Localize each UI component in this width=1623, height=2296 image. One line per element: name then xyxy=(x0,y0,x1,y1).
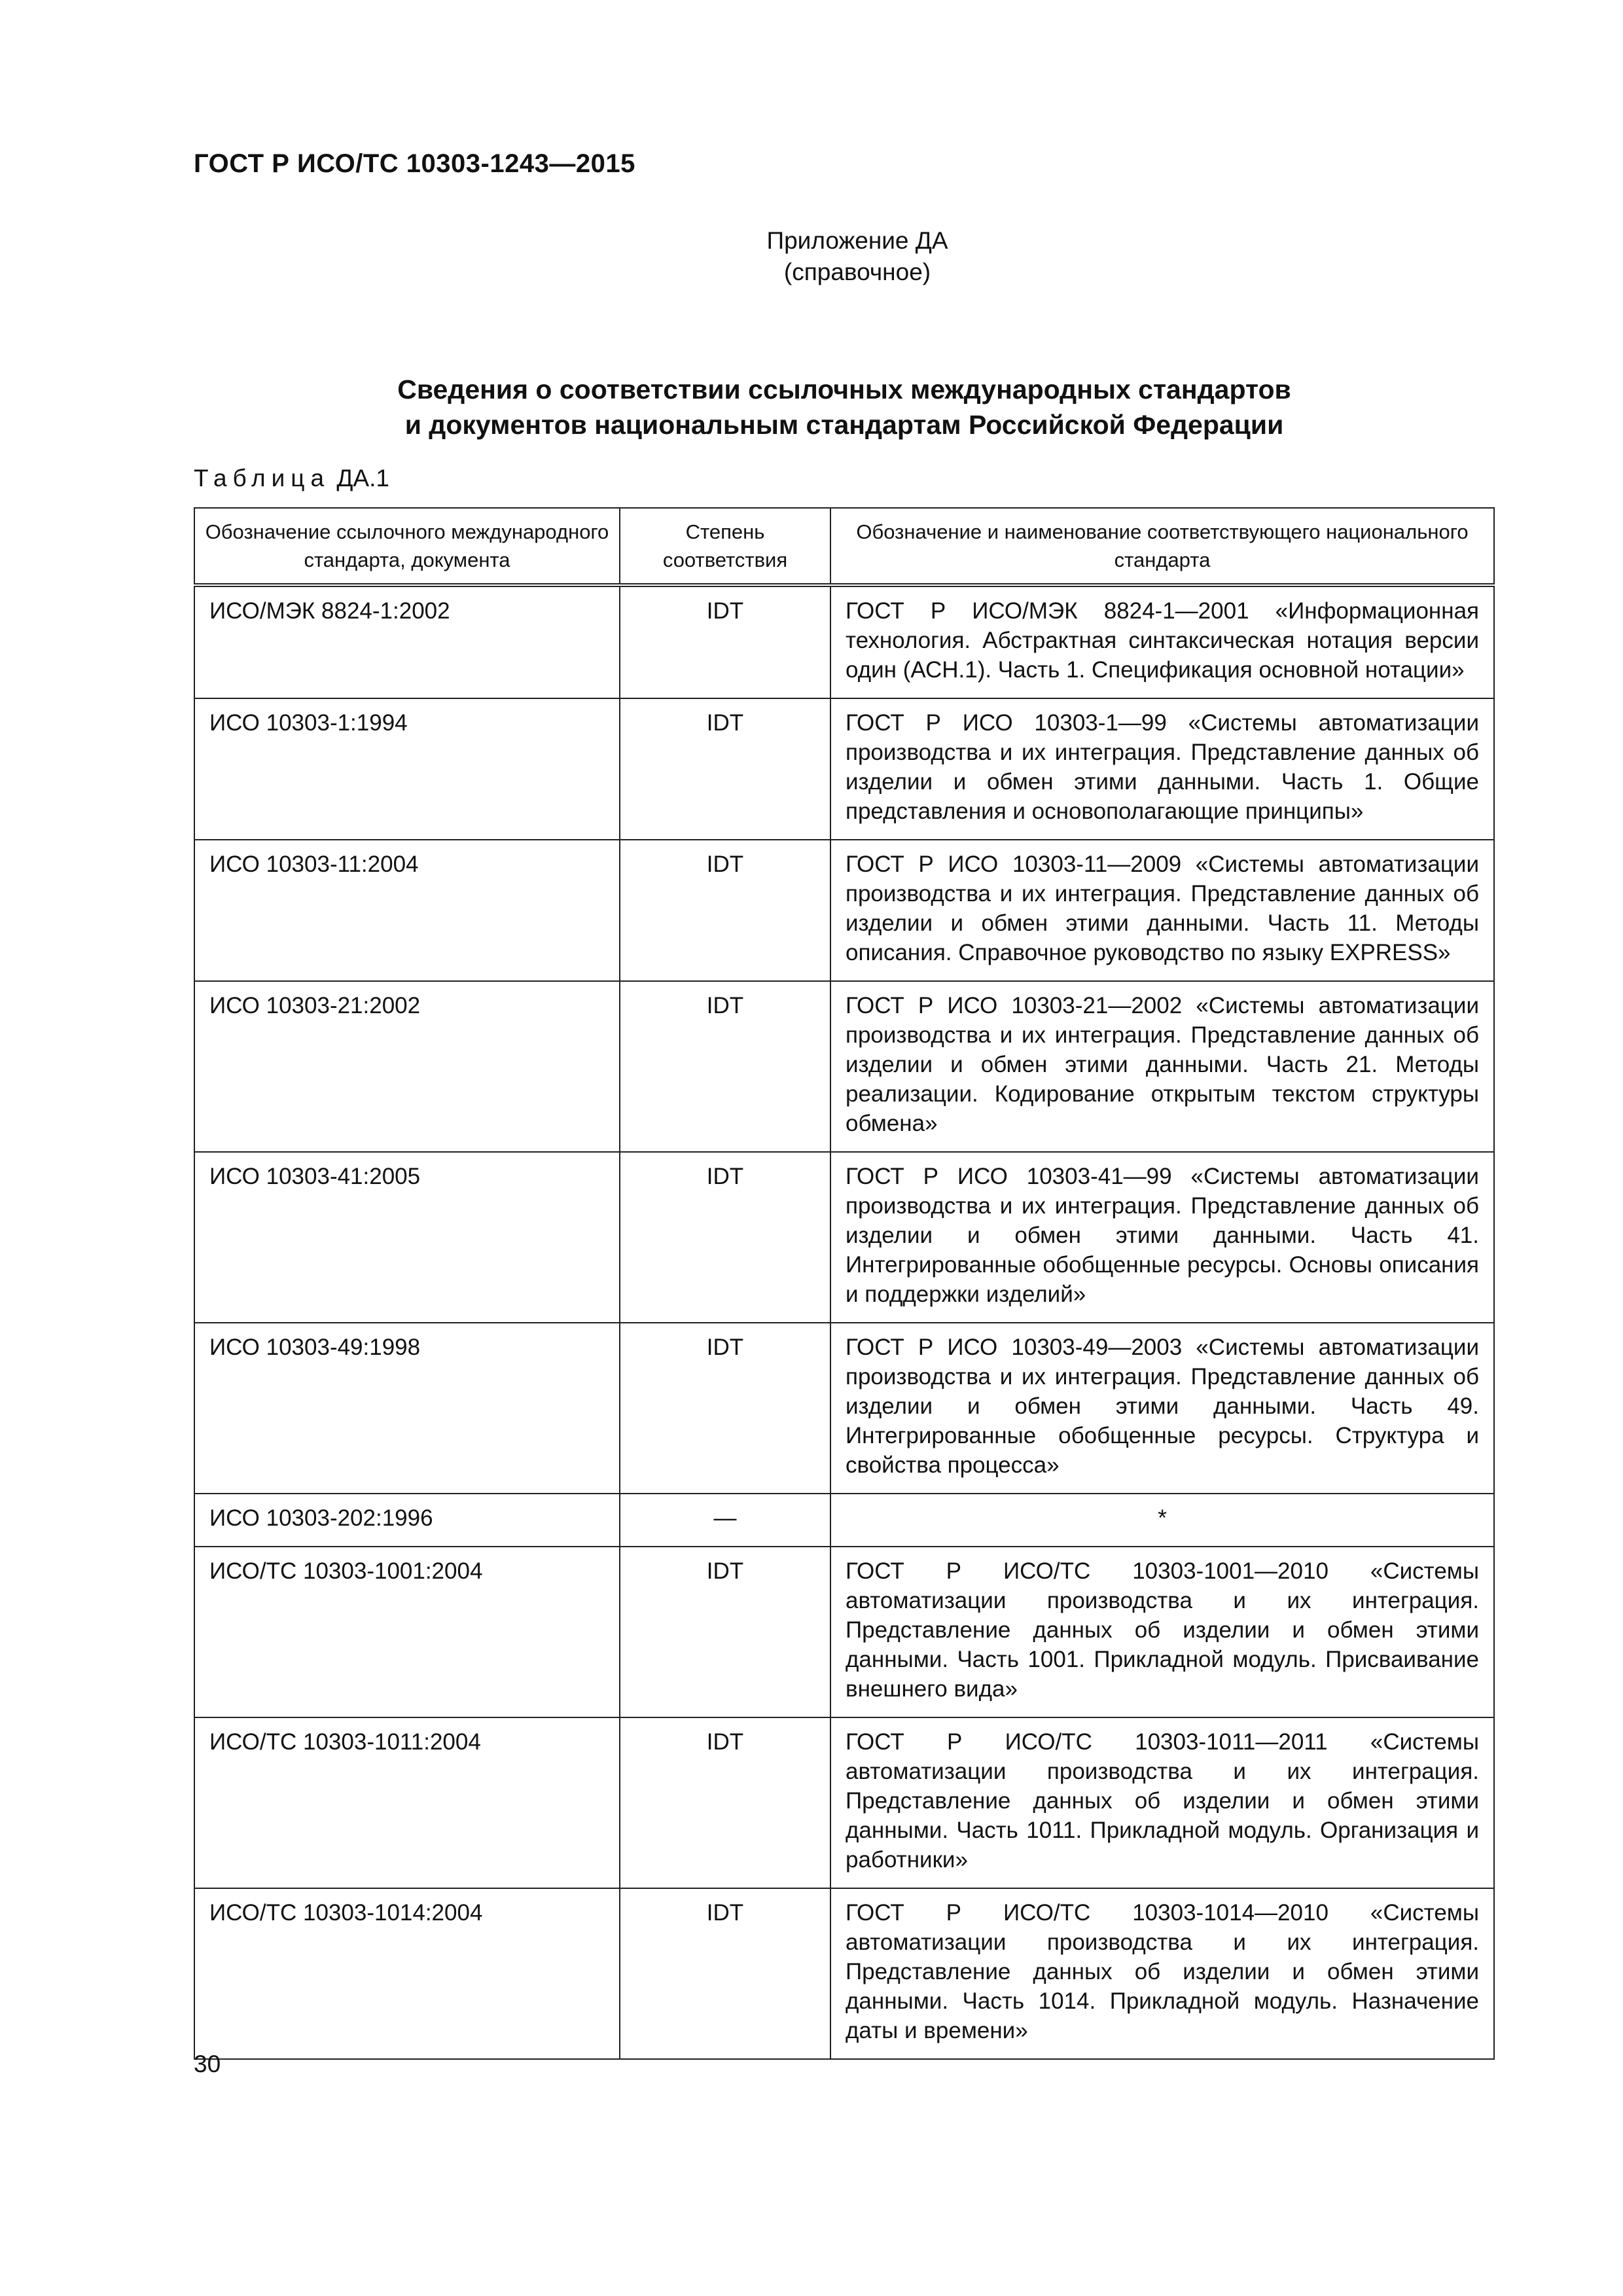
document-code: ГОСТ Р ИСО/ТС 10303-1243—2015 xyxy=(194,149,635,178)
cell-degree: IDT xyxy=(620,1717,830,1888)
header-national-standard: Обозначение и наименование соответствующего национального стандарта xyxy=(830,508,1494,585)
section-title-line-1: Сведения о соответствии ссылочных международных стандартов xyxy=(397,374,1291,404)
annex-kind: (справочное) xyxy=(783,259,931,285)
header-degree: Степень соответствия xyxy=(620,508,830,585)
table-row xyxy=(194,698,1494,840)
cell-reference: ИСО 10303-202:1996 xyxy=(194,1494,620,1547)
cell-national: ГОСТ Р ИСО 10303-1—99 «Системы автоматизации производства и их интеграция. Представление данных об изделии и обмен этими данными. Часть 1. Общие представления и основополагающие принципы» xyxy=(830,698,1494,840)
table-row xyxy=(194,981,1494,1152)
cell-degree: IDT xyxy=(620,1888,830,2059)
table-caption-word: Таблица xyxy=(194,465,330,492)
cell-national: ГОСТ Р ИСО/МЭК 8824-1—2001 «Информационная технология. Абстрактная синтаксическая нотация версии один (АСН.1). Часть 1. Спецификация основной нотации» xyxy=(830,585,1494,698)
table-row xyxy=(194,1152,1494,1323)
cell-degree: IDT xyxy=(620,698,830,840)
correspondence-table xyxy=(194,507,1495,2060)
page-number: 30 xyxy=(194,2051,221,2077)
annex-heading xyxy=(674,225,1041,288)
table-row xyxy=(194,1888,1494,2059)
table-caption-number: ДА.1 xyxy=(336,465,389,492)
cell-national: ГОСТ Р ИСО 10303-41—99 «Системы автоматизации производства и их интеграция. Представление данных об изделии и обмен этими данными. Часть 41. Интегрированные обобщенные ресурсы. Основы описания и поддержки изделий» xyxy=(830,1152,1494,1323)
header-reference-standard: Обозначение ссылочного международного стандарта, документа xyxy=(194,508,620,585)
cell-reference: ИСО 10303-41:2005 xyxy=(194,1152,620,1323)
cell-degree: IDT xyxy=(620,585,830,698)
table-row xyxy=(194,1547,1494,1717)
cell-reference: ИСО 10303-1:1994 xyxy=(194,698,620,840)
cell-national: ГОСТ Р ИСО/ТС 10303-1014—2010 «Системы автоматизации производства и их интеграция. Представление данных об изделии и обмен этими данными. Часть 1014. Прикладной модуль. Назначение даты и времени» xyxy=(830,1888,1494,2059)
table-header-row xyxy=(194,508,1494,585)
table-header xyxy=(194,508,1494,585)
cell-national: ГОСТ Р ИСО 10303-49—2003 «Системы автоматизации производства и их интеграция. Представление данных об изделии и обмен этими данными. Часть 49. Интегрированные обобщенные ресурсы. Структура и свойства процесса» xyxy=(830,1323,1494,1494)
cell-degree: IDT xyxy=(620,1152,830,1323)
cell-degree: — xyxy=(620,1494,830,1547)
section-title xyxy=(194,372,1495,442)
cell-reference: ИСО 10303-11:2004 xyxy=(194,840,620,981)
cell-reference: ИСО/ТС 10303-1001:2004 xyxy=(194,1547,620,1717)
cell-national: ГОСТ Р ИСО/ТС 10303-1001—2010 «Системы автоматизации производства и их интеграция. Представление данных об изделии и обмен этими данными. Часть 1001. Прикладной модуль. Присваивание внешнего вида» xyxy=(830,1547,1494,1717)
cell-degree: IDT xyxy=(620,840,830,981)
cell-reference: ИСО/МЭК 8824-1:2002 xyxy=(194,585,620,698)
cell-reference: ИСО/ТС 10303-1011:2004 xyxy=(194,1717,620,1888)
cell-reference: ИСО 10303-49:1998 xyxy=(194,1323,620,1494)
section-title-line-2: и документов национальным стандартам Российской Федерации xyxy=(404,410,1284,440)
cell-degree: IDT xyxy=(620,1547,830,1717)
cell-degree: IDT xyxy=(620,981,830,1152)
table-row xyxy=(194,1494,1494,1547)
table-row xyxy=(194,1323,1494,1494)
cell-reference: ИСО 10303-21:2002 xyxy=(194,981,620,1152)
table-caption xyxy=(194,465,389,492)
table-row xyxy=(194,1717,1494,1888)
cell-national: * xyxy=(830,1494,1494,1547)
cell-national: ГОСТ Р ИСО 10303-21—2002 «Системы автоматизации производства и их интеграция. Представление данных об изделии и обмен этими данными. Часть 21. Методы реализации. Кодирование открытым текстом структуры обмена» xyxy=(830,981,1494,1152)
cell-reference: ИСО/ТС 10303-1014:2004 xyxy=(194,1888,620,2059)
table-row xyxy=(194,585,1494,698)
annex-title: Приложение ДА xyxy=(766,227,948,254)
table-body xyxy=(194,585,1494,2059)
cell-national: ГОСТ Р ИСО 10303-11—2009 «Системы автоматизации производства и их интеграция. Представление данных об изделии и обмен этими данными. Часть 11. Методы описания. Справочное руководство по языку EXPRESS» xyxy=(830,840,1494,981)
cell-national: ГОСТ Р ИСО/ТС 10303-1011—2011 «Системы автоматизации производства и их интеграция. Представление данных об изделии и обмен этими данными. Часть 1011. Прикладной модуль. Организация и работники» xyxy=(830,1717,1494,1888)
table-row xyxy=(194,840,1494,981)
cell-degree: IDT xyxy=(620,1323,830,1494)
